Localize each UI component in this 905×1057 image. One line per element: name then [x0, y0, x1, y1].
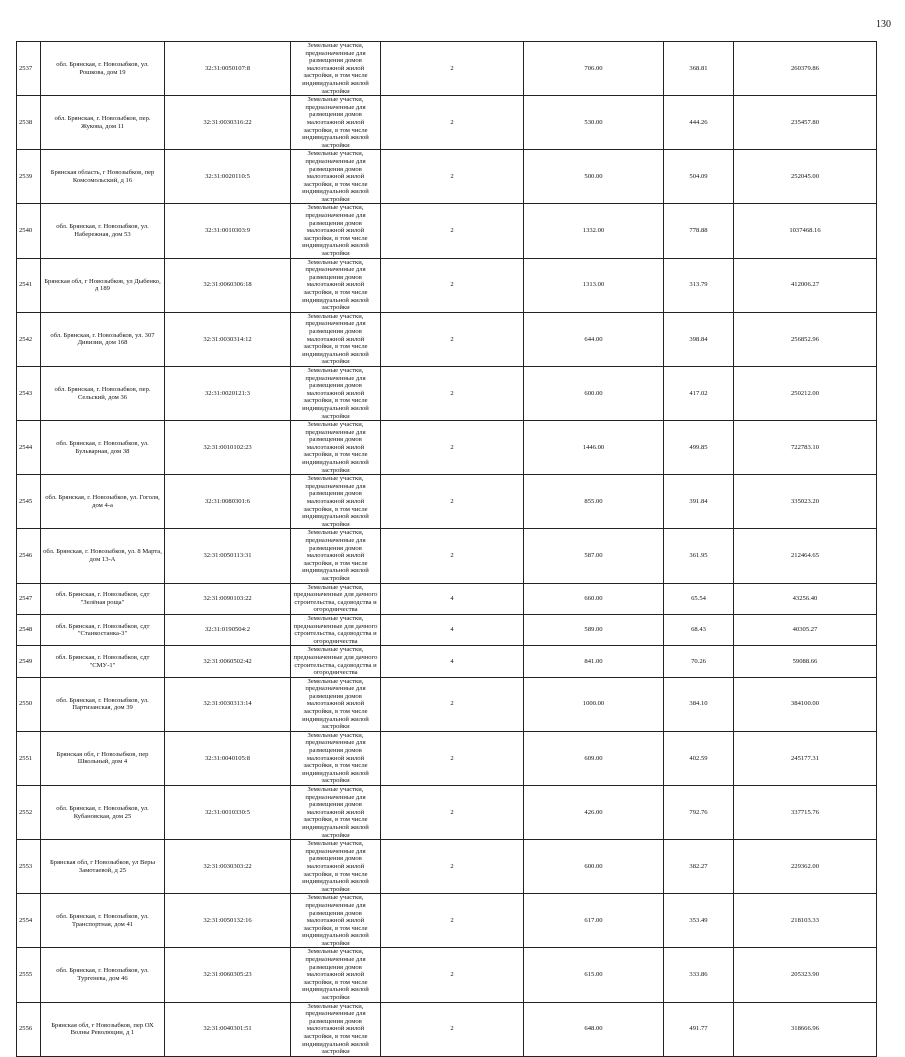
cell-no: 2539 [17, 150, 41, 204]
cell-area: 600.00 [524, 840, 664, 894]
cell-rate: 504.09 [664, 150, 734, 204]
table-row [17, 894, 877, 948]
cell-group: 2 [381, 312, 524, 366]
cell-purpose: Земельные участки, предназначенные для размещения домов малоэтажной жилой застройки, в том числе индивидуальной жилой застройки [291, 475, 381, 529]
cell-group: 2 [381, 42, 524, 96]
cell-group: 4 [381, 614, 524, 645]
cell-rate: 491.77 [664, 1002, 734, 1056]
cell-area: 855.00 [524, 475, 664, 529]
cell-group: 2 [381, 529, 524, 583]
cell-value: 43256.40 [734, 583, 877, 614]
table-row [17, 42, 877, 96]
cell-address: обл. Брянская, г. Новозыбков, ул. Набережная, дом 53 [41, 204, 165, 258]
cell-no: 2552 [17, 786, 41, 840]
cell-cadastral: 32:31:0050107:8 [165, 42, 291, 96]
cell-purpose: Земельные участки, предназначенные для размещения домов малоэтажной жилой застройки, в том числе индивидуальной жилой застройки [291, 96, 381, 150]
cell-rate: 333.86 [664, 948, 734, 1002]
cell-no: 2553 [17, 840, 41, 894]
cell-no: 2540 [17, 204, 41, 258]
cell-rate: 778.88 [664, 204, 734, 258]
cell-rate: 499.85 [664, 421, 734, 475]
cell-cadastral: 32:31:0060502:42 [165, 646, 291, 677]
page-number: 130 [876, 19, 891, 30]
cell-no: 2537 [17, 42, 41, 96]
cell-value: 1037468.16 [734, 204, 877, 258]
cell-address: обл. Брянская, г. Новозыбков, ул. 307 Дивизии, дом 168 [41, 312, 165, 366]
cell-area: 600.00 [524, 366, 664, 420]
cell-no: 2544 [17, 421, 41, 475]
cell-area: 615.00 [524, 948, 664, 1002]
table-row [17, 204, 877, 258]
cell-cadastral: 32:31:0010102:23 [165, 421, 291, 475]
cell-purpose: Земельные участки, предназначенные для размещения домов малоэтажной жилой застройки, в том числе индивидуальной жилой застройки [291, 421, 381, 475]
cell-cadastral: 32:31:0040105:8 [165, 731, 291, 785]
cell-value: 318666.96 [734, 1002, 877, 1056]
cell-purpose: Земельные участки, предназначенные для размещения домов малоэтажной жилой застройки, в том числе индивидуальной жилой застройки [291, 366, 381, 420]
cell-no: 2546 [17, 529, 41, 583]
cell-group: 2 [381, 258, 524, 312]
cell-address: Брянская обл, г Новозыбков, ул Веры Замотаевой, д 25 [41, 840, 165, 894]
cell-cadastral: 32:31:0060305:23 [165, 948, 291, 1002]
cell-group: 2 [381, 731, 524, 785]
cell-cadastral: 32:31:0090103:22 [165, 583, 291, 614]
cell-address: Брянская обл, г Новозыбков, пер Школьный, дом 4 [41, 731, 165, 785]
cell-rate: 382.27 [664, 840, 734, 894]
cell-cadastral: 32:31:0030314:12 [165, 312, 291, 366]
cell-no: 2542 [17, 312, 41, 366]
cell-area: 426.00 [524, 786, 664, 840]
table-row [17, 150, 877, 204]
table-row [17, 366, 877, 420]
cell-cadastral: 32:31:0010330:5 [165, 786, 291, 840]
cell-cadastral: 32:31:0190504:2 [165, 614, 291, 645]
cell-value: 40305.27 [734, 614, 877, 645]
cell-rate: 70.26 [664, 646, 734, 677]
cell-address: обл. Брянская, г. Новозыбков, ул. Бульварная, дом 38 [41, 421, 165, 475]
cell-purpose: Земельные участки, предназначенные для размещения домов малоэтажной жилой застройки, в том числе индивидуальной жилой застройки [291, 731, 381, 785]
cadastral-table [16, 41, 877, 1057]
table-row [17, 1002, 877, 1056]
cell-group: 2 [381, 475, 524, 529]
cell-rate: 417.02 [664, 366, 734, 420]
cell-address: обл. Брянская, г. Новозыбков, ул. Партизанская, дом 39 [41, 677, 165, 731]
table-row [17, 421, 877, 475]
cell-address: обл. Брянская, г. Новозыбков, сдт "Станкостанка-3" [41, 614, 165, 645]
cell-group: 2 [381, 786, 524, 840]
cell-rate: 68.43 [664, 614, 734, 645]
cell-area: 589.00 [524, 614, 664, 645]
table-row [17, 583, 877, 614]
cell-group: 2 [381, 1002, 524, 1056]
cell-cadastral: 32:31:0060306:18 [165, 258, 291, 312]
cell-group: 2 [381, 421, 524, 475]
cell-value: 335023.20 [734, 475, 877, 529]
cell-address: Брянская область, г Новозыбков, пер Комсомольский, д 16 [41, 150, 165, 204]
cell-cadastral: 32:31:0030303:22 [165, 840, 291, 894]
cell-cadastral: 32:31:0020121:3 [165, 366, 291, 420]
cell-address: обл. Брянская, г. Новозыбков, ул. Кубановская, дом 25 [41, 786, 165, 840]
cell-no: 2554 [17, 894, 41, 948]
table-row [17, 258, 877, 312]
cell-address: обл. Брянская, г. Новозыбков, ул. Транспортная, дом 41 [41, 894, 165, 948]
cell-value: 245177.31 [734, 731, 877, 785]
cell-purpose: Земельные участки, предназначенные для размещения домов малоэтажной жилой застройки, в том числе индивидуальной жилой застройки [291, 1002, 381, 1056]
cell-value: 722783.10 [734, 421, 877, 475]
cell-no: 2538 [17, 96, 41, 150]
cell-cadastral: 32:31:0050113:31 [165, 529, 291, 583]
cell-address: обл. Брянская, г. Новозыбков, ул. Тургенева, дом 46 [41, 948, 165, 1002]
cell-rate: 384.10 [664, 677, 734, 731]
table-row [17, 731, 877, 785]
cell-group: 2 [381, 948, 524, 1002]
cell-area: 706.00 [524, 42, 664, 96]
cell-area: 660.00 [524, 583, 664, 614]
cell-address: обл. Брянская, г. Новозыбков, пер. Жукова, дом 11 [41, 96, 165, 150]
cell-value: 337715.76 [734, 786, 877, 840]
cell-purpose: Земельные участки, предназначенные для дачного строительства, садоводства и огородничества [291, 646, 381, 677]
cell-purpose: Земельные участки, предназначенные для размещения домов малоэтажной жилой застройки, в том числе индивидуальной жилой застройки [291, 258, 381, 312]
cell-purpose: Земельные участки, предназначенные для размещения домов малоэтажной жилой застройки, в том числе индивидуальной жилой застройки [291, 42, 381, 96]
cell-group: 2 [381, 366, 524, 420]
cell-address: Брянская обл, г Новозыбков, ул Дыбенко, д 189 [41, 258, 165, 312]
cell-area: 644.00 [524, 312, 664, 366]
cell-value: 205323.90 [734, 948, 877, 1002]
cell-no: 2551 [17, 731, 41, 785]
cell-group: 2 [381, 150, 524, 204]
cell-address: обл. Брянская, г. Новозыбков, сдт "Зелёная роща" [41, 583, 165, 614]
table-row [17, 475, 877, 529]
cell-area: 617.00 [524, 894, 664, 948]
table-row [17, 840, 877, 894]
cell-value: 384100.00 [734, 677, 877, 731]
cell-address: обл. Брянская, г. Новозыбков, ул. 8 Марта, дом 13-А [41, 529, 165, 583]
cell-area: 587.00 [524, 529, 664, 583]
cell-area: 841.00 [524, 646, 664, 677]
cell-no: 2555 [17, 948, 41, 1002]
cell-area: 609.00 [524, 731, 664, 785]
cell-value: 229362.00 [734, 840, 877, 894]
cell-no: 2547 [17, 583, 41, 614]
cell-cadastral: 32:31:0020110:5 [165, 150, 291, 204]
cell-purpose: Земельные участки, предназначенные для размещения домов малоэтажной жилой застройки, в том числе индивидуальной жилой застройки [291, 312, 381, 366]
cell-area: 648.00 [524, 1002, 664, 1056]
cell-rate: 792.76 [664, 786, 734, 840]
table-row [17, 786, 877, 840]
cell-rate: 313.79 [664, 258, 734, 312]
cell-value: 260379.86 [734, 42, 877, 96]
cell-value: 59088.66 [734, 646, 877, 677]
cell-area: 1446.00 [524, 421, 664, 475]
cell-group: 4 [381, 646, 524, 677]
cell-group: 2 [381, 204, 524, 258]
cell-cadastral: 32:31:0040301:51 [165, 1002, 291, 1056]
cell-value: 235457.80 [734, 96, 877, 150]
cell-no: 2543 [17, 366, 41, 420]
table-row [17, 677, 877, 731]
table-row [17, 312, 877, 366]
cell-purpose: Земельные участки, предназначенные для размещения домов малоэтажной жилой застройки, в том числе индивидуальной жилой застройки [291, 786, 381, 840]
cell-purpose: Земельные участки, предназначенные для размещения домов малоэтажной жилой застройки, в том числе индивидуальной жилой застройки [291, 948, 381, 1002]
cell-no: 2545 [17, 475, 41, 529]
cell-purpose: Земельные участки, предназначенные для размещения домов малоэтажной жилой застройки, в том числе индивидуальной жилой застройки [291, 204, 381, 258]
table-row [17, 96, 877, 150]
cell-rate: 368.81 [664, 42, 734, 96]
cell-address: обл. Брянская, г. Новозыбков, сдт "СМУ-1" [41, 646, 165, 677]
cell-purpose: Земельные участки, предназначенные для дачного строительства, садоводства и огородничества [291, 614, 381, 645]
cell-value: 256852.96 [734, 312, 877, 366]
cell-address: обл. Брянская, г. Новозыбков, пер. Сельский, дом 36 [41, 366, 165, 420]
table-row [17, 529, 877, 583]
cell-area: 1332.00 [524, 204, 664, 258]
cell-area: 1313.00 [524, 258, 664, 312]
cell-cadastral: 32:31:0010303:9 [165, 204, 291, 258]
cell-group: 2 [381, 840, 524, 894]
cell-no: 2548 [17, 614, 41, 645]
cell-purpose: Земельные участки, предназначенные для размещения домов малоэтажной жилой застройки, в том числе индивидуальной жилой застройки [291, 840, 381, 894]
cell-no: 2550 [17, 677, 41, 731]
cell-rate: 444.26 [664, 96, 734, 150]
cell-group: 2 [381, 894, 524, 948]
cell-group: 4 [381, 583, 524, 614]
cell-no: 2549 [17, 646, 41, 677]
cell-cadastral: 32:31:0080301:6 [165, 475, 291, 529]
cell-rate: 391.84 [664, 475, 734, 529]
cell-address: Брянская обл, г Новозыбков, пер ОХ Волны Революции, д 1 [41, 1002, 165, 1056]
cell-address: обл. Брянская, г. Новозыбков, ул. Рошкова, дом 19 [41, 42, 165, 96]
table-row [17, 948, 877, 1002]
cell-rate: 353.49 [664, 894, 734, 948]
cell-no: 2541 [17, 258, 41, 312]
cell-group: 2 [381, 96, 524, 150]
cell-value: 250212.00 [734, 366, 877, 420]
cell-address: обл. Брянская, г. Новозыбков, ул. Гоголя, дом 4-а [41, 475, 165, 529]
cell-no: 2556 [17, 1002, 41, 1056]
cell-value: 218103.33 [734, 894, 877, 948]
cell-purpose: Земельные участки, предназначенные для дачного строительства, садоводства и огородничества [291, 583, 381, 614]
cell-purpose: Земельные участки, предназначенные для размещения домов малоэтажной жилой застройки, в том числе индивидуальной жилой застройки [291, 529, 381, 583]
cell-value: 412006.27 [734, 258, 877, 312]
cell-purpose: Земельные участки, предназначенные для размещения домов малоэтажной жилой застройки, в том числе индивидуальной жилой застройки [291, 150, 381, 204]
cell-purpose: Земельные участки, предназначенные для размещения домов малоэтажной жилой застройки, в том числе индивидуальной жилой застройки [291, 894, 381, 948]
cell-cadastral: 32:31:0050132:16 [165, 894, 291, 948]
cell-area: 1000.00 [524, 677, 664, 731]
cell-value: 212464.65 [734, 529, 877, 583]
cell-area: 500.00 [524, 150, 664, 204]
cell-area: 530.00 [524, 96, 664, 150]
cell-cadastral: 32:31:0030313:14 [165, 677, 291, 731]
cell-rate: 402.59 [664, 731, 734, 785]
cell-cadastral: 32:31:0030316:22 [165, 96, 291, 150]
cell-group: 2 [381, 677, 524, 731]
cell-rate: 65.54 [664, 583, 734, 614]
table-row [17, 614, 877, 645]
cell-value: 252045.00 [734, 150, 877, 204]
cell-purpose: Земельные участки, предназначенные для размещения домов малоэтажной жилой застройки, в том числе индивидуальной жилой застройки [291, 677, 381, 731]
cell-rate: 398.84 [664, 312, 734, 366]
table-row [17, 646, 877, 677]
cell-rate: 361.95 [664, 529, 734, 583]
